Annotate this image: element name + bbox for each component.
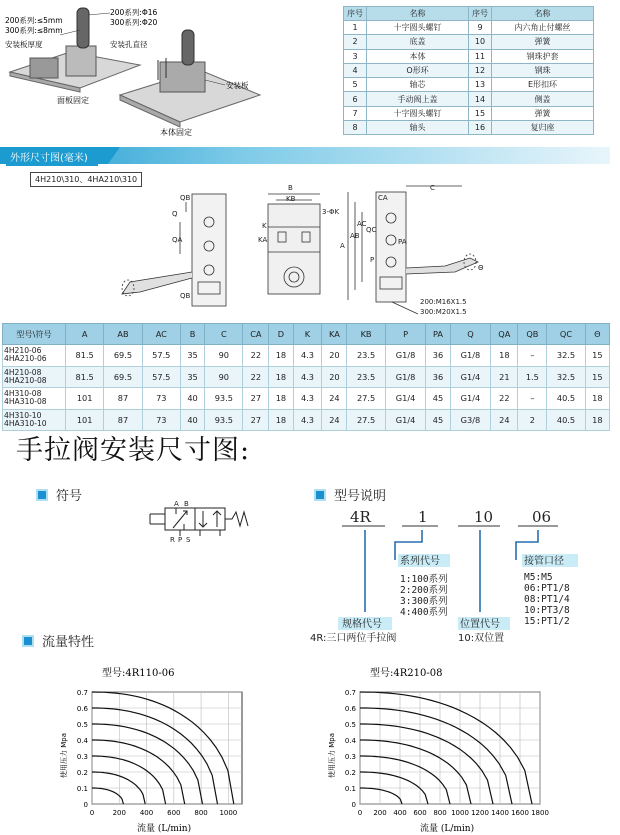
dimension-section-title: 外形尺寸图(毫米) bbox=[6, 148, 98, 166]
cell: 101 bbox=[66, 409, 104, 431]
dim-label: CA bbox=[378, 194, 388, 202]
cell: 4 bbox=[344, 63, 367, 77]
cell: 23.5 bbox=[347, 366, 385, 388]
port-label: P bbox=[178, 536, 183, 543]
header-cell: QB bbox=[518, 324, 547, 345]
flow-curve bbox=[92, 788, 123, 804]
y-tick-label: 0.4 bbox=[76, 737, 88, 745]
valve-symbol bbox=[140, 498, 255, 543]
code-part: 4R bbox=[350, 508, 371, 526]
spec-text: 4R:三口两位手拉阀 bbox=[310, 633, 397, 644]
cell: 钢珠 bbox=[492, 63, 594, 77]
header-cell: AB bbox=[104, 324, 142, 345]
model-name: 4H310-10 bbox=[4, 410, 42, 420]
cell: 手动阀上盖 bbox=[367, 92, 469, 106]
cell: 90 bbox=[205, 345, 243, 367]
dims-header bbox=[3, 324, 610, 345]
cell: 57.5 bbox=[142, 345, 180, 367]
cell: 7 bbox=[344, 106, 367, 120]
model-name: 4HA210-08 bbox=[4, 375, 47, 385]
x-tick-label: 400 bbox=[139, 809, 154, 817]
dim-label: Q bbox=[172, 210, 178, 218]
cell: E形扣环 bbox=[492, 78, 594, 92]
header-cell: 名称 bbox=[367, 7, 469, 21]
header-cell: QA bbox=[491, 324, 518, 345]
y-tick-label: 0.1 bbox=[76, 785, 88, 793]
cell: 十字圆头螺钉 bbox=[367, 21, 469, 35]
table-row bbox=[344, 35, 594, 49]
x-tick-label: 1000 bbox=[451, 809, 469, 817]
cell: 24 bbox=[322, 388, 347, 410]
port-item: M5:M5 bbox=[524, 572, 553, 583]
dim-label: P bbox=[370, 256, 375, 264]
right-view bbox=[376, 192, 406, 302]
x-tick-label: 200 bbox=[373, 809, 387, 817]
cell: 27.5 bbox=[347, 388, 385, 410]
cell: G1/4 bbox=[385, 409, 426, 431]
header-cell: CA bbox=[243, 324, 269, 345]
header-cell: KA bbox=[322, 324, 347, 345]
cell: 8 bbox=[344, 121, 367, 135]
flow-curve bbox=[360, 756, 450, 804]
dim-label: QB bbox=[180, 194, 191, 202]
dim-label: 3-ΦK bbox=[322, 208, 340, 216]
cell: 本体 bbox=[367, 49, 469, 63]
table-row bbox=[344, 106, 594, 120]
cell: G1/8 bbox=[385, 345, 426, 367]
cell: 12 bbox=[469, 63, 492, 77]
y-tick-label: 0.2 bbox=[76, 769, 88, 777]
install-label: 安装板厚度 bbox=[5, 40, 43, 49]
flow-chart-2 bbox=[327, 666, 549, 834]
cell: 69.5 bbox=[104, 345, 142, 367]
cell: 15 bbox=[585, 345, 609, 367]
header-cell: K bbox=[293, 324, 322, 345]
code-part: 10 bbox=[474, 508, 494, 526]
port-item: 15:PT1/2 bbox=[524, 616, 570, 627]
cell: 22 bbox=[491, 388, 518, 410]
cell: 18 bbox=[491, 345, 518, 367]
pos-title: 位置代号 bbox=[460, 619, 500, 630]
cell: 2 bbox=[344, 35, 367, 49]
cell: 73 bbox=[142, 388, 180, 410]
x-tick-label: 1400 bbox=[491, 809, 509, 817]
table-row bbox=[3, 388, 610, 410]
y-tick-label: 0.3 bbox=[76, 753, 88, 761]
cell: 4.3 bbox=[293, 366, 322, 388]
cell: 36 bbox=[426, 366, 450, 388]
cell: 35 bbox=[180, 366, 204, 388]
y-tick-label: 0 bbox=[351, 801, 356, 809]
dim-label: C bbox=[430, 184, 435, 192]
dimension-drawings bbox=[0, 182, 620, 322]
cell: 27 bbox=[243, 409, 269, 431]
y-axis-label: 使用压力 Mpa bbox=[328, 733, 336, 778]
cell: 36 bbox=[426, 345, 450, 367]
table-row bbox=[344, 21, 594, 35]
cell: 20 bbox=[322, 345, 347, 367]
cell: 6 bbox=[344, 92, 367, 106]
flow-curve bbox=[92, 724, 203, 804]
port-label: A bbox=[174, 500, 179, 508]
table-row bbox=[344, 121, 594, 135]
code-part: 1 bbox=[418, 508, 428, 526]
models-box: 4H210\310、4HA210\310 bbox=[30, 172, 142, 187]
flow-chart-1 bbox=[59, 666, 242, 834]
dim-label: QA bbox=[172, 236, 183, 244]
cell: 内六角止付螺丝 bbox=[492, 21, 594, 35]
header-cell: KB bbox=[347, 324, 385, 345]
cell: G1/4 bbox=[450, 388, 491, 410]
cell: G1/8 bbox=[385, 366, 426, 388]
thread-note: 200:M16X1.5 bbox=[420, 298, 467, 306]
cell: 1.5 bbox=[518, 366, 547, 388]
dim-label: Θ bbox=[478, 264, 484, 272]
cell: 4.3 bbox=[293, 409, 322, 431]
cell: 侧盖 bbox=[492, 92, 594, 106]
flow-curve bbox=[360, 788, 402, 804]
cell: 18 bbox=[585, 388, 609, 410]
dim-label: QB bbox=[180, 292, 191, 300]
panel-fix-caption: 面板固定 bbox=[57, 96, 89, 105]
x-axis-label: 流量 (L/min) bbox=[420, 824, 475, 834]
cell: 93.5 bbox=[205, 409, 243, 431]
header-cell: 型号\符号 bbox=[3, 324, 66, 345]
y-tick-label: 0.2 bbox=[344, 769, 356, 777]
cell: 14 bbox=[469, 92, 492, 106]
header-cell: D bbox=[269, 324, 293, 345]
dim-label: KB bbox=[286, 195, 296, 203]
table-row bbox=[344, 78, 594, 92]
port-label: R bbox=[170, 536, 175, 543]
cell: 90 bbox=[205, 366, 243, 388]
cell: 10 bbox=[469, 35, 492, 49]
cell: 81.5 bbox=[66, 345, 104, 367]
cell: 18 bbox=[269, 366, 293, 388]
y-axis-label: 使用压力 Mpa bbox=[60, 733, 68, 778]
cell: 16 bbox=[469, 121, 492, 135]
pos-text: 10:双位置 bbox=[458, 633, 505, 644]
header-cell: C bbox=[205, 324, 243, 345]
dim-label: QC bbox=[366, 226, 377, 234]
flow-title: 流量特性 bbox=[42, 635, 95, 650]
x-tick-label: 1200 bbox=[471, 809, 489, 817]
cell: 32.5 bbox=[547, 345, 585, 367]
dim-label: B bbox=[288, 184, 293, 192]
cell: 27.5 bbox=[347, 409, 385, 431]
cell: 93.5 bbox=[205, 388, 243, 410]
table-row bbox=[344, 92, 594, 106]
cell: G3/8 bbox=[450, 409, 491, 431]
port-item: 08:PT1/4 bbox=[524, 594, 570, 605]
model-name: 4H210-08 bbox=[4, 367, 42, 377]
cell: 87 bbox=[104, 409, 142, 431]
cell: 底盖 bbox=[367, 35, 469, 49]
y-tick-label: 0.7 bbox=[76, 689, 88, 697]
table-row bbox=[3, 345, 610, 367]
port-title: 接管口径 bbox=[524, 556, 564, 567]
dim-label: AB bbox=[350, 232, 360, 240]
header-cell: PA bbox=[426, 324, 450, 345]
cell: 20 bbox=[322, 366, 347, 388]
plate-label: 安装板 bbox=[226, 81, 249, 90]
x-tick-label: 400 bbox=[393, 809, 407, 817]
handle-icon bbox=[77, 8, 89, 48]
cell: 101 bbox=[66, 388, 104, 410]
flow-section bbox=[24, 631, 94, 650]
port-item: 10:PT3/8 bbox=[524, 605, 570, 616]
parts-table-header bbox=[344, 7, 594, 21]
model-name: 4H310-08 bbox=[4, 389, 42, 399]
y-tick-label: 0.3 bbox=[344, 753, 356, 761]
cell: 57.5 bbox=[142, 366, 180, 388]
cell: 69.5 bbox=[104, 366, 142, 388]
port-label: B bbox=[184, 500, 189, 508]
cell: 复归座 bbox=[492, 121, 594, 135]
cell: 18 bbox=[585, 409, 609, 431]
x-tick-label: 800 bbox=[194, 809, 208, 817]
cell: 15 bbox=[469, 106, 492, 120]
header-cell: 名称 bbox=[492, 7, 594, 21]
header-cell: 序号 bbox=[469, 7, 492, 21]
header-cell: P bbox=[385, 324, 426, 345]
cell: 15 bbox=[585, 366, 609, 388]
cell: 40.5 bbox=[547, 388, 585, 410]
dim-label: KA bbox=[258, 236, 268, 244]
header-cell: QC bbox=[547, 324, 585, 345]
symbol-title: 符号 bbox=[56, 489, 83, 504]
section-bullet-icon bbox=[24, 637, 32, 645]
x-tick-label: 1000 bbox=[219, 809, 238, 817]
header-cell: Q bbox=[450, 324, 491, 345]
port-label: S bbox=[186, 536, 191, 543]
model-cell bbox=[3, 388, 66, 410]
section-bullet-icon bbox=[38, 491, 46, 499]
y-tick-label: 0.6 bbox=[344, 705, 356, 713]
header-cell: B bbox=[180, 324, 204, 345]
cell: 21 bbox=[491, 366, 518, 388]
side-view bbox=[268, 204, 320, 294]
install-label: 安装孔直径 bbox=[110, 40, 148, 49]
y-tick-label: 0.6 bbox=[76, 705, 88, 713]
cell: 18 bbox=[269, 388, 293, 410]
install-label: 200系列:Φ16 bbox=[110, 8, 158, 17]
dim-label: K bbox=[262, 222, 267, 230]
cell: 弹簧 bbox=[492, 35, 594, 49]
install-label: 300系列:Φ20 bbox=[110, 18, 158, 27]
cell: 轴芯 bbox=[367, 78, 469, 92]
model-title: 型号说明 bbox=[334, 489, 387, 504]
x-tick-label: 1800 bbox=[531, 809, 549, 817]
x-axis-label: 流量 (L/min) bbox=[137, 824, 192, 834]
y-tick-label: 0.5 bbox=[344, 721, 356, 729]
cell: 5 bbox=[344, 78, 367, 92]
main-title: 手拉阀安装尺寸图: bbox=[16, 435, 251, 466]
cell: 弹簧 bbox=[492, 106, 594, 120]
header-cell: A bbox=[66, 324, 104, 345]
thread-note: 300:M20X1.5 bbox=[420, 308, 467, 316]
x-tick-label: 200 bbox=[112, 809, 126, 817]
cell: 35 bbox=[180, 345, 204, 367]
port-item: 06:PT1/8 bbox=[524, 583, 570, 594]
y-tick-label: 0.1 bbox=[344, 785, 356, 793]
table-row bbox=[3, 366, 610, 388]
header-cell: 序号 bbox=[344, 7, 367, 21]
y-tick-label: 0 bbox=[83, 801, 88, 809]
series-title: 系列代号 bbox=[400, 556, 440, 567]
table-row bbox=[344, 49, 594, 63]
series-item: 1:100系列 bbox=[400, 574, 448, 585]
dim-label: AC bbox=[357, 220, 367, 228]
cell: 45 bbox=[426, 409, 450, 431]
table-row bbox=[344, 63, 594, 77]
cell: 24 bbox=[322, 409, 347, 431]
cell: 22 bbox=[243, 345, 269, 367]
cell: 4.3 bbox=[293, 388, 322, 410]
cell: 十字圆头螺钉 bbox=[367, 106, 469, 120]
cell: – bbox=[518, 345, 547, 367]
x-tick-label: 0 bbox=[357, 809, 363, 817]
chart-title: 型号:4R110-06 bbox=[102, 668, 175, 679]
cell: 87 bbox=[104, 388, 142, 410]
symbol-section bbox=[38, 485, 82, 504]
y-tick-label: 0.7 bbox=[344, 689, 356, 697]
cell: O形环 bbox=[367, 63, 469, 77]
model-name: 4H210-06 bbox=[4, 346, 42, 356]
model-cell bbox=[3, 345, 66, 367]
model-name: 4HA210-06 bbox=[4, 354, 47, 364]
model-name: 4HA310-10 bbox=[4, 418, 47, 428]
model-cell bbox=[3, 366, 66, 388]
cell: 18 bbox=[269, 409, 293, 431]
y-tick-label: 0.4 bbox=[344, 737, 356, 745]
model-name: 4HA310-08 bbox=[4, 397, 47, 407]
cell: 45 bbox=[426, 388, 450, 410]
cell: 40 bbox=[180, 409, 204, 431]
cell: 4.3 bbox=[293, 345, 322, 367]
cell: 22 bbox=[243, 366, 269, 388]
cell: 2 bbox=[518, 409, 547, 431]
series-item: 3:300系列 bbox=[400, 596, 448, 607]
spec-title: 规格代号 bbox=[342, 619, 382, 630]
x-tick-label: 800 bbox=[433, 809, 447, 817]
cell: 81.5 bbox=[66, 366, 104, 388]
code-part: 06 bbox=[532, 508, 552, 526]
cell: 3 bbox=[344, 49, 367, 63]
flow-charts bbox=[40, 662, 620, 835]
header-cell: Θ bbox=[585, 324, 609, 345]
cell: 9 bbox=[469, 21, 492, 35]
dim-label: PA bbox=[398, 238, 407, 246]
dimensions-table bbox=[2, 323, 610, 431]
x-tick-label: 600 bbox=[413, 809, 427, 817]
install-label: 300系列:≤8mm bbox=[5, 26, 63, 35]
cell: 24 bbox=[491, 409, 518, 431]
cell: 轴头 bbox=[367, 121, 469, 135]
chart-title: 型号:4R210-08 bbox=[370, 668, 443, 679]
cell: 钢珠护套 bbox=[492, 49, 594, 63]
x-tick-label: 600 bbox=[167, 809, 181, 817]
y-tick-label: 0.5 bbox=[76, 721, 88, 729]
cell: 13 bbox=[469, 78, 492, 92]
handle-icon-2 bbox=[182, 30, 194, 65]
cell: – bbox=[518, 388, 547, 410]
cell: 23.5 bbox=[347, 345, 385, 367]
cell: 32.5 bbox=[547, 366, 585, 388]
x-tick-label: 0 bbox=[89, 809, 95, 817]
section-bullet-icon bbox=[316, 491, 324, 499]
cell: 1 bbox=[344, 21, 367, 35]
installation-illustration bbox=[0, 0, 340, 145]
front-view bbox=[192, 194, 226, 306]
model-diagram bbox=[290, 500, 620, 655]
cell: G1/8 bbox=[450, 345, 491, 367]
cell: 11 bbox=[469, 49, 492, 63]
dim-label: A bbox=[340, 242, 345, 250]
body-fix-caption: 本体固定 bbox=[160, 128, 192, 137]
cell: 27 bbox=[243, 388, 269, 410]
install-label: 200系列:≤5mm bbox=[5, 16, 63, 25]
series-item: 2:200系列 bbox=[400, 585, 448, 596]
cell: 18 bbox=[269, 345, 293, 367]
series-item: 4:400系列 bbox=[400, 607, 448, 618]
cell: G1/4 bbox=[385, 388, 426, 410]
cell: G1/4 bbox=[450, 366, 491, 388]
cell: 40.5 bbox=[547, 409, 585, 431]
parts-table bbox=[343, 6, 594, 135]
cell: 73 bbox=[142, 409, 180, 431]
header-cell: AC bbox=[142, 324, 180, 345]
cell: 40 bbox=[180, 388, 204, 410]
x-tick-label: 1600 bbox=[511, 809, 529, 817]
